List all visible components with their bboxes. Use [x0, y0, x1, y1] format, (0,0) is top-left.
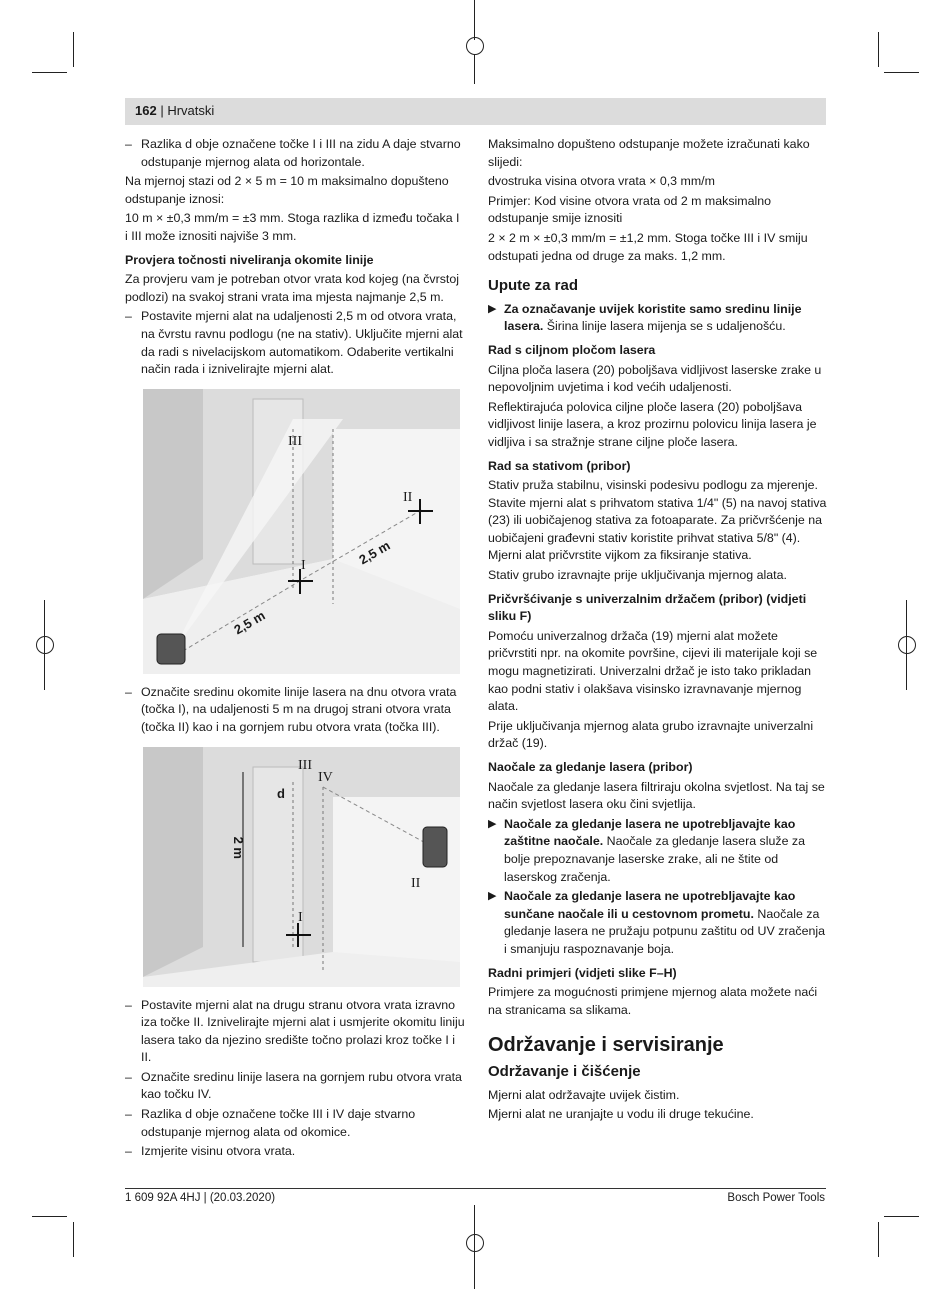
- crop-mark: [44, 600, 45, 690]
- paragraph: Prije uključivanja mjernog alata grubo izravnajte univerzalni držač (19).: [488, 718, 814, 751]
- registration-mark-top: [466, 37, 484, 55]
- warning-bold: Naočale za gledanje lasera ne upotrebljavajte kao sunčane naočale ili u cestovnom prometu.: [504, 889, 796, 921]
- figure-label: I: [298, 909, 303, 925]
- figure-label: III: [288, 433, 302, 449]
- subsection-heading: Pričvršćivanje s univerzalnim držačem (pribor) (vidjeti sliku F): [488, 591, 807, 624]
- figure-door-setup-drawing: [143, 389, 460, 674]
- subsection-heading: Radni primjeri (vidjeti slike F–H): [488, 965, 677, 980]
- crop-mark: [474, 1205, 475, 1289]
- list-item: – Razlika d obje označene točke III i IV daje stvarno odstupanje mjernog alata od okomice.: [125, 1106, 465, 1141]
- page-language: Hrvatski: [167, 103, 215, 118]
- crop-mark: [906, 600, 907, 690]
- crop-mark: [878, 32, 879, 67]
- registration-mark-bottom: [466, 1234, 484, 1252]
- figure-distance-label: 2,5 m: [356, 537, 393, 568]
- subsection-heading: Rad sa stativom (pribor): [488, 458, 631, 473]
- paragraph: 2 × 2 m × ±0,3 mm/m = ±1,2 mm. Stoga točke III i IV smiju odstupati jedna od druge za maks. 1,2 mm.: [488, 230, 808, 263]
- paragraph: Stativ pruža stabilnu, visinski podesivu podlogu za mjerenje. Stavite mjerni alat s prihvatom stativa 1/4" (5) na navoj stativa (23) ili uobičajenog stativa za fotoaparate. Za pričvršćenje na uobičajeni građevni stativ koristite prihvat stativa 5/8" (4). Mjerni alat pričvrstite vijkom za fiksiranje stativa.: [488, 478, 827, 563]
- crop-mark: [884, 72, 919, 73]
- page-header: 162 | Hrvatski: [125, 98, 826, 125]
- warning-item: [488, 888, 828, 958]
- chapter-heading: Održavanje i servisiranje: [488, 1034, 724, 1057]
- figure-label: IV: [318, 769, 333, 785]
- figure-distance-label: 2 m: [231, 836, 246, 859]
- paragraph: Na mjernoj stazi od 2 × 5 m = 10 m maksimalno dopušteno odstupanje iznosi:: [125, 174, 449, 206]
- paragraph: Mjerni alat ne uranjajte u vodu ili druge tekućine.: [488, 1107, 754, 1122]
- figure-label: d: [277, 785, 285, 801]
- warning-item: [488, 816, 828, 886]
- paragraph: Naočale za gledanje lasera filtriraju okolna svjetlost. Na taj se način svjetlost lasera oku čini svjetlija.: [488, 779, 825, 812]
- section-heading: Održavanje i čišćenje: [488, 1062, 641, 1080]
- paragraph: Primjere za mogućnosti primjene mjernog alata možete naći na stranicama sa slikama.: [488, 985, 818, 1017]
- crop-mark: [474, 0, 475, 40]
- footer-brand: Bosch Power Tools: [727, 1192, 825, 1204]
- registration-mark-left: [36, 636, 54, 654]
- figure-label: II: [411, 875, 421, 891]
- list-item: – Razlika d obje označene točke I i III na zidu A daje stvarno odstupanje mjernog alata od horizontale.: [125, 136, 465, 171]
- warning-item: [488, 301, 828, 336]
- footer-divider: [125, 1188, 826, 1189]
- crop-mark: [32, 72, 67, 73]
- figure-door-check-drawing: [143, 747, 460, 987]
- warning-text: Širina linije lasera mijenja se s udaljenošću.: [543, 319, 786, 334]
- warning-text: Naočale za gledanje lasera ne pružaju potpunu zaštitu od UV zračenja i smanjuju raspoznavanje boja.: [504, 906, 825, 956]
- paragraph: Reflektirajuća polovica ciljne ploče lasera (20) poboljšava vidljivost linije lasera, a kroz prozirnu polovicu linija lasera je vidljiva i sa stražnje strane ciljne ploče lasera.: [488, 399, 817, 449]
- paragraph: Stativ grubo izravnajte prije uključivanja mjernog alata.: [488, 568, 787, 583]
- registration-mark-right: [898, 636, 916, 654]
- paragraph: Ciljna ploča lasera (20) poboljšava vidljivost laserske zrake u nepovoljnim uvjetima i kod većih udaljenosti.: [488, 362, 822, 395]
- figure-label: I: [301, 557, 306, 573]
- crop-mark: [73, 32, 74, 67]
- crop-mark: [73, 1222, 74, 1257]
- subsection-heading: Naočale za gledanje lasera (pribor): [488, 760, 693, 774]
- list-item: – Označite sredinu okomite linije lasera na dnu otvora vrata (točka I), na udaljenosti 5 m na drugoj strani otvora vrata (točka II) kao i na gornjem rubu otvora vrata (točka III).: [125, 684, 465, 737]
- crop-mark: [32, 1216, 67, 1217]
- warning-bold: Naočale za gledanje lasera ne upotrebljavajte kao zaštitne naočale.: [504, 816, 796, 849]
- paragraph: 10 m × ±0,3 mm/m = ±3 mm. Stoga razlika d između točaka I i III može iznositi najviše 3 mm.: [125, 211, 460, 243]
- warning-bold: Za označavanje uvijek koristite samo sredinu linije lasera.: [504, 301, 802, 334]
- paragraph: Pomoću univerzalnog držača (19) mjerni alat možete pričvrstiti npr. na okomite površine, cijevi ili materijale koji se mogu magnetizirati. Univerzalni držač je isto tako prikladan kao podni stativ i olakšava visinsko izravnavanje mjernog alata.: [488, 628, 818, 714]
- paragraph: Primjer: Kod visine otvora vrata od 2 m maksimalno odstupanje smije iznositi: [488, 193, 772, 226]
- list-item: – Postavite mjerni alat na drugu stranu otvora vrata izravno iza točke II. Iznivelirajte mjerni alat i usmjerite okomitu liniju lasera tako da njezino središte točno prolazi kroz točke I i II.: [125, 997, 465, 1067]
- section-heading: Provjera točnosti niveliranja okomite linije: [125, 252, 374, 267]
- left-column: [125, 136, 465, 1163]
- list-item: – Postavite mjerni alat na udaljenosti 2,5 m od otvora vrata, na čvrstu ravnu podlogu (ne na stativ). Uključite mjerni alat da radi s nivelacijskom automatikom. Odaberite vertikalni način rada i iznivelirajte mjerni alat.: [125, 308, 465, 378]
- crop-mark: [878, 1222, 879, 1257]
- figure-distance-label: 2,5 m: [231, 607, 268, 638]
- paragraph: Maksimalno dopušteno odstupanje možete izračunati kako slijedi:: [488, 137, 810, 169]
- figure-door-check: [143, 747, 460, 987]
- figure-door-setup: [143, 389, 460, 674]
- warning-text: Naočale za gledanje lasera služe za bolje prepoznavanje laserske zrake, ali ne štite od laserskog zračenja.: [504, 834, 805, 884]
- subsection-heading: Rad s ciljnom pločom lasera: [488, 342, 656, 357]
- crop-mark: [474, 54, 475, 84]
- figure-label: III: [298, 757, 312, 773]
- paragraph: Za provjeru vam je potreban otvor vrata kod kojeg (na čvrstoj podlozi) na svakoj strani vrata ima mjesta najmanje 2,5 m.: [125, 272, 460, 304]
- section-heading: Upute za rad: [488, 277, 579, 295]
- crop-mark: [884, 1216, 919, 1217]
- right-column: [488, 136, 828, 1126]
- paragraph: Mjerni alat održavajte uvijek čistim.: [488, 1087, 680, 1102]
- page-number: 162: [135, 103, 157, 118]
- paragraph: dvostruka visina otvora vrata × 0,3 mm/m: [488, 174, 715, 189]
- figure-label: II: [403, 489, 413, 505]
- list-item: – Izmjerite visinu otvora vrata.: [125, 1143, 465, 1161]
- footer-code: 1 609 92A 4HJ | (20.03.2020): [125, 1192, 276, 1204]
- list-item: – Označite sredinu linije lasera na gornjem rubu otvora vrata kao točku IV.: [125, 1069, 465, 1104]
